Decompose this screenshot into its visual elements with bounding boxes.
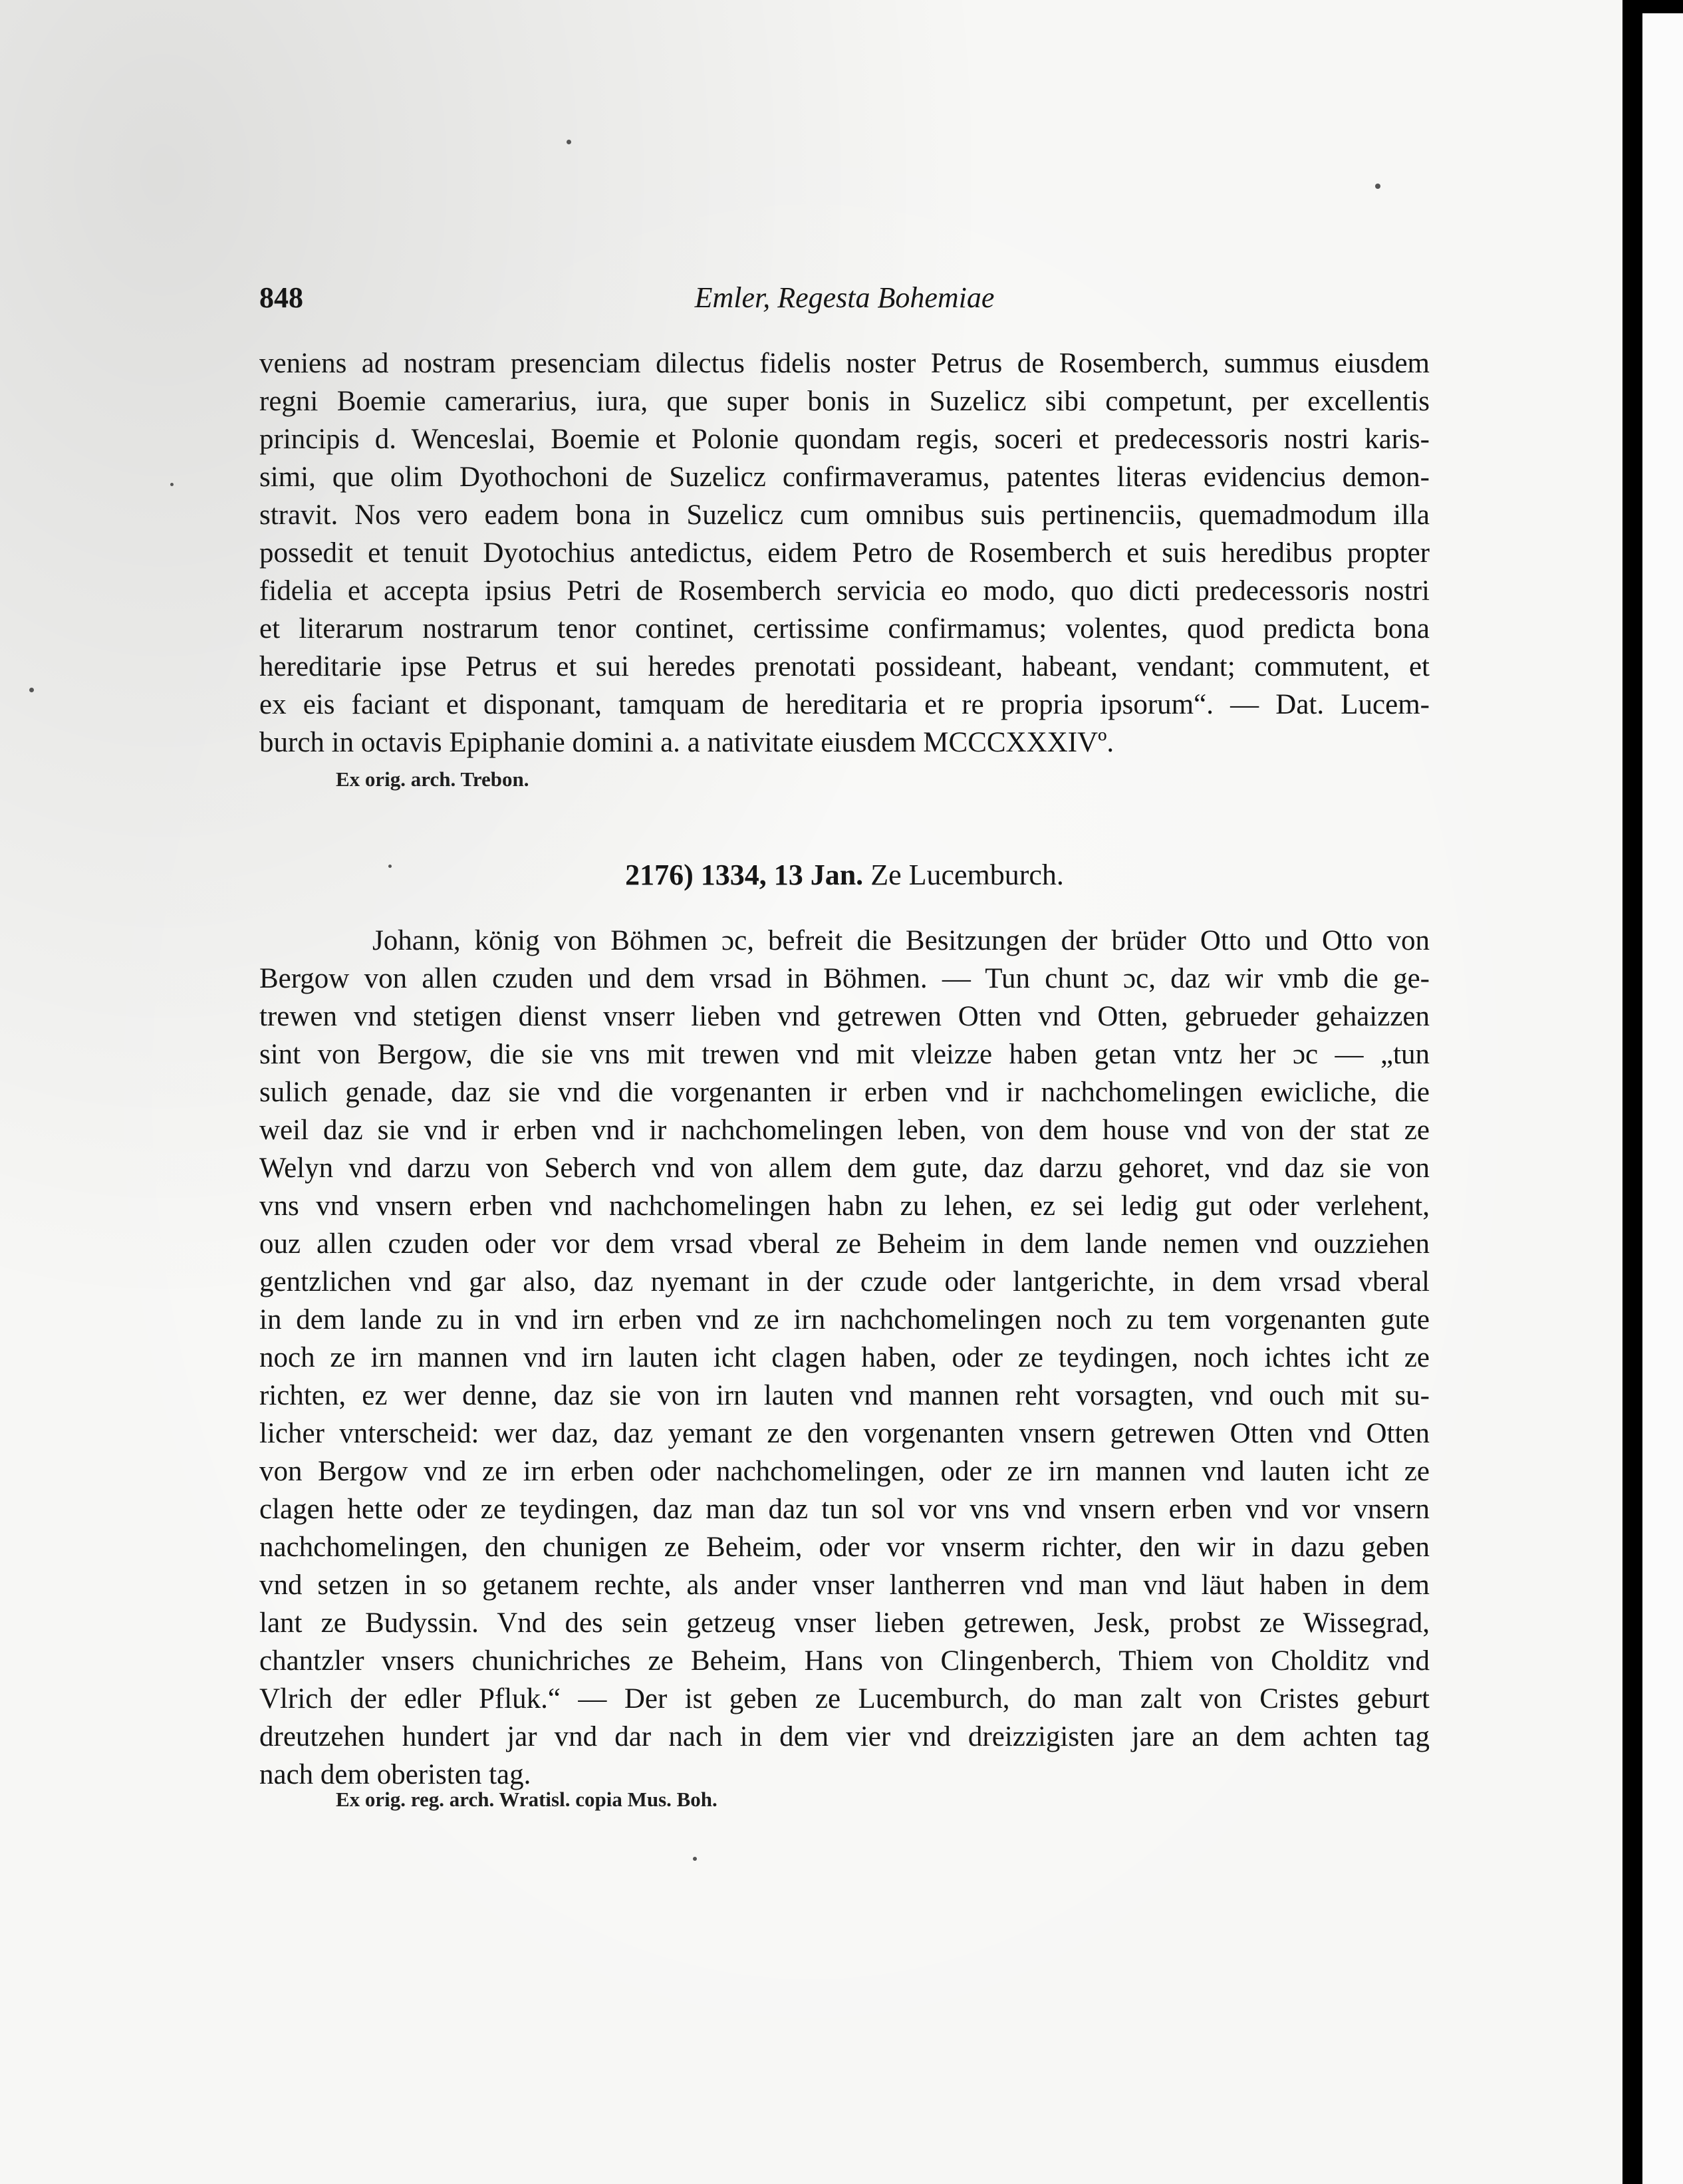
text-line: licher vnterscheid: wer daz, daz yemant ze den vorgenanten vnsern getrewen Otten vnd Otten — [259, 1418, 1430, 1449]
dust-speck — [29, 688, 34, 692]
text-line: trewen vnd stetigen dienst vnserr lieben vnd getrewen Otten vnd Otten, gebrueder gehaizzen — [259, 1001, 1430, 1032]
source-note: Ex orig. reg. arch. Wratisl. copia Mus. Boh. — [336, 1788, 717, 1811]
text-line: dreutzehen hundert jar vnd dar nach in dem vier vnd dreizzigisten jare an dem achten tag — [259, 1721, 1430, 1752]
entry-number-date: 2176) 1334, 13 Jan. — [625, 859, 864, 891]
text-line: vns vnd vnsern erben vnd nachchomelingen habn zu lehen, ez sei ledig gut oder verlehent, — [259, 1190, 1430, 1222]
text-line: fidelia et accepta ipsius Petri de Rosemberch servicia eo modo, quo dicti predecessoris nostri — [259, 575, 1430, 607]
text-line: ex eis faciant et disponant, tamquam de hereditaria et re propria ipsorum“. — Dat. Lucem- — [259, 689, 1430, 720]
dust-speck — [693, 1857, 697, 1861]
text-line: von Bergow vnd ze irn erben oder nachchomelingen, oder ze irn mannen vnd lauten icht ze — [259, 1456, 1430, 1487]
entry-place: Ze Lucemburch. — [870, 859, 1064, 891]
text-line: nachchomelingen, den chunigen ze Beheim, oder vor vnserm richter, den wir in dazu geben — [259, 1532, 1430, 1563]
source-note: Ex orig. arch. Trebon. — [336, 767, 529, 791]
text-line: Bergow von allen czuden und dem vrsad in Böhmen. — Tun chunt ɔc, daz wir vmb die ge- — [259, 963, 1430, 994]
text-line: Vlrich der edler Pfluk.“ — Der ist geben ze Lucemburch, do man zalt von Cristes geburt — [259, 1683, 1430, 1714]
text-line: veniens ad nostram presenciam dilectus fidelis noster Petrus de Rosemberch, summus eiusdem — [259, 348, 1430, 379]
text-line: possedit et tenuit Dyotochius antedictus, eidem Petro de Rosemberch et suis heredibus propter — [259, 537, 1430, 569]
text-line: regni Boemie camerarius, iura, que super bonis in Suzelicz sibi competunt, per excellentis — [259, 386, 1430, 417]
text-line: Johann, könig von Böhmen ɔc, befreit die Besitzungen der brüder Otto und Otto von — [372, 925, 1430, 956]
text-line: ouz allen czuden oder vor dem vrsad vberal ze Beheim in dem lande nemen vnd ouzziehen — [259, 1228, 1430, 1260]
adjacent-page-edge — [1642, 13, 1683, 2184]
text-line: clagen hette oder ze teydingen, daz man daz tun sol vor vns vnd vnsern erben vnd vor vnsern — [259, 1494, 1430, 1525]
text-line: principis d. Wenceslai, Boemie et Polonie quondam regis, soceri et predecessoris nostri karis- — [259, 424, 1430, 455]
text-line: burch in octavis Epiphanie domini a. a nativitate eiusdem MCCCXXXIVº. — [259, 727, 1114, 758]
text-line: chantzler vnsers chunichriches ze Beheim, Hans von Clingenberch, Thiem von Cholditz vnd — [259, 1645, 1430, 1677]
text-line: noch ze irn mannen vnd irn lauten icht clagen haben, oder ze teydingen, noch ichtes icht ze — [259, 1342, 1430, 1373]
text-line: Welyn vnd darzu von Seberch vnd von allem dem gute, daz darzu gehoret, vnd daz sie von — [259, 1153, 1430, 1184]
previous-entry-body — [259, 344, 1430, 761]
text-line: lant ze Budyssin. Vnd des sein getzeug vnser lieben getrewen, Jesk, probst ze Wissegrad, — [259, 1607, 1430, 1639]
running-title: Emler, Regesta Bohemiae — [694, 281, 995, 314]
text-line: sint von Bergow, die sie vns mit trewen vnd mit vleizze haben getan vntz her ɔc — „tun — [259, 1039, 1430, 1070]
text-line: stravit. Nos vero eadem bona in Suzelicz cum omnibus suis pertinenciis, quemadmodum illa — [259, 499, 1430, 531]
page-number: 848 — [259, 281, 303, 314]
text-line: et literarum nostrarum tenor continet, certissime confirmamus; volentes, quod predicta bona — [259, 613, 1430, 644]
dust-speck — [1375, 184, 1380, 189]
text-line: hereditarie ipse Petrus et sui heredes prenotati possideant, habeant, vendant; commutent, et — [259, 651, 1430, 682]
text-line: simi, que olim Dyothochoni de Suzelicz confirmaveramus, patentes literas evidencius demon- — [259, 462, 1430, 493]
text-line: gentzlichen vnd gar also, daz nyemant in der czude oder lantgerichte, in dem vrsad vberal — [259, 1266, 1430, 1297]
text-line: weil daz sie vnd ir erben vnd ir nachchomelingen leben, von dem house vnd von der stat ze — [259, 1115, 1430, 1146]
text-line: vnd setzen in so getanem rechte, als ander vnser lantherren vnd man vnd läut haben in dem — [259, 1570, 1430, 1601]
text-line: richten, ez wer denne, daz sie von irn lauten vnd mannen reht vorsagten, vnd ouch mit su- — [259, 1380, 1430, 1411]
entry-heading — [259, 858, 1430, 892]
text-line: sulich genade, daz sie vnd die vorgenanten ir erben vnd ir nachchomelingen ewicliche, die — [259, 1077, 1430, 1108]
dust-speck — [567, 140, 571, 144]
text-line: nach dem oberisten tag. — [259, 1759, 531, 1790]
dust-speck — [170, 483, 174, 486]
entry-2176-body — [259, 922, 1430, 1794]
page-header — [259, 281, 1430, 318]
text-line: in dem lande zu in vnd irn erben vnd ze irn nachchomelingen noch zu tem vorgenanten gute — [259, 1304, 1430, 1335]
